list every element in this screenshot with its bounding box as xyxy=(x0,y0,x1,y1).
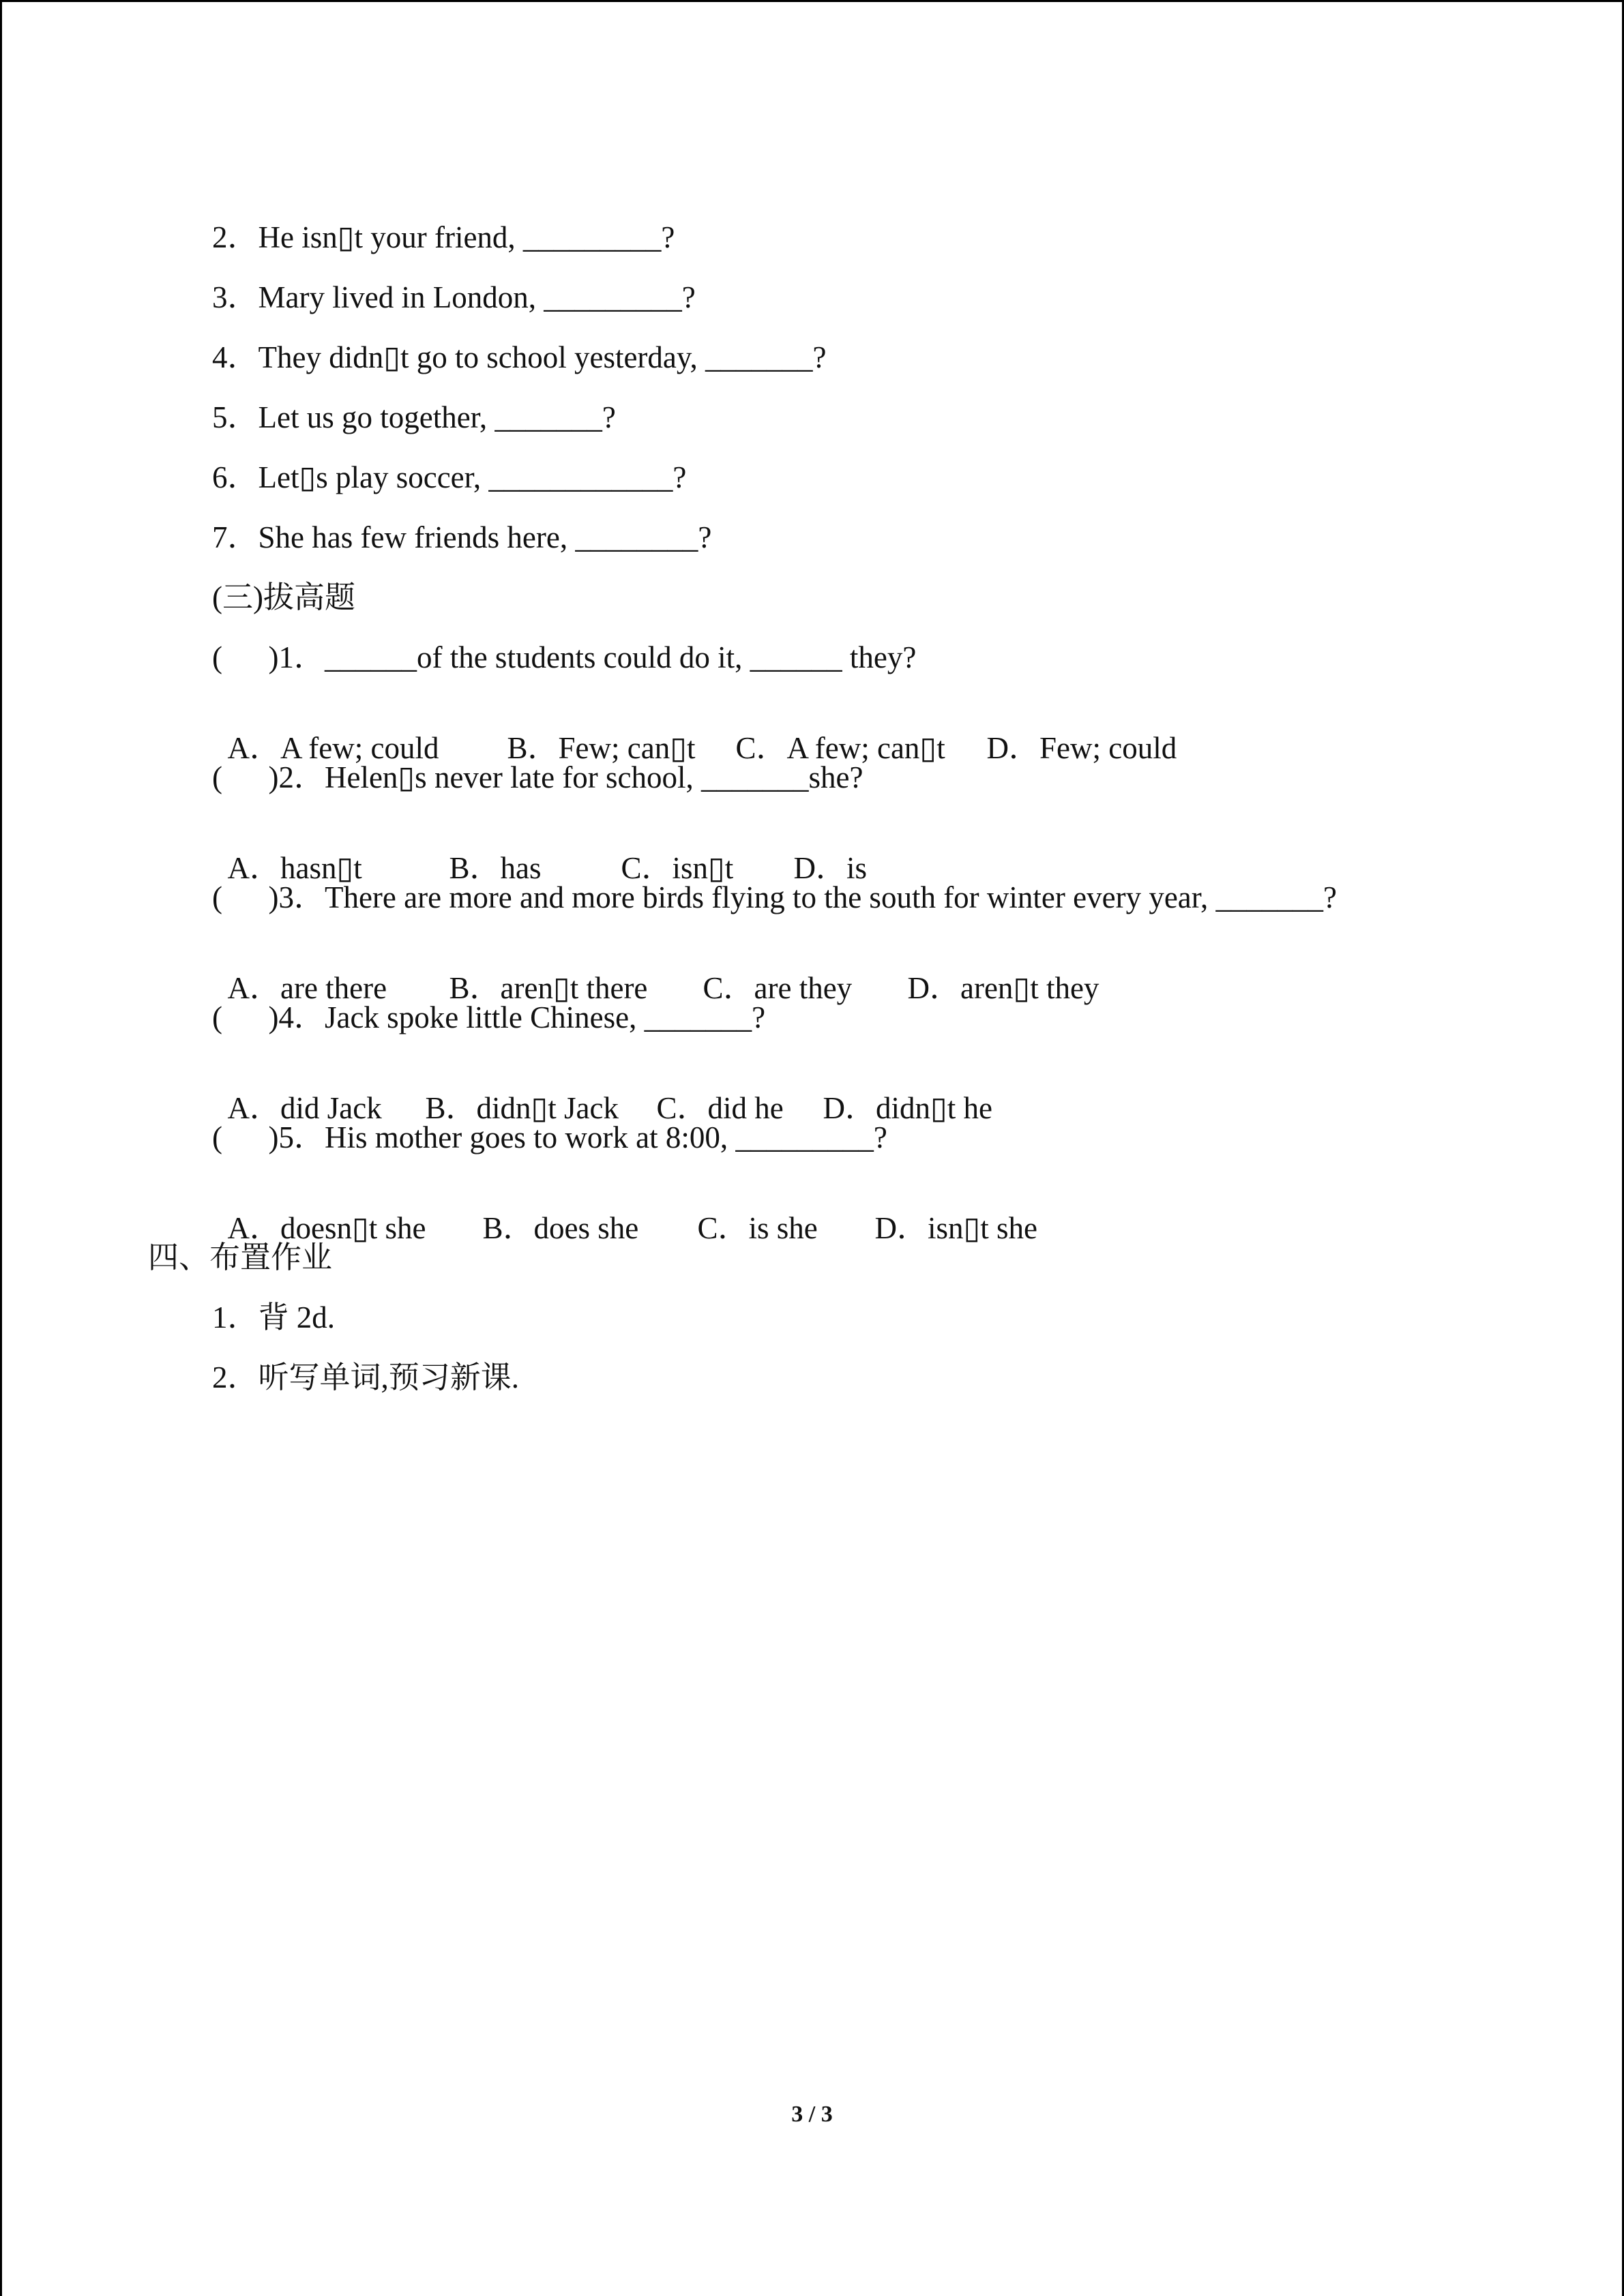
choice-c: C．isn▯t xyxy=(621,851,734,885)
mc-choices xyxy=(212,942,1099,1004)
mc-choices xyxy=(212,1182,1037,1244)
choice-c: C．did he xyxy=(656,1091,784,1125)
choice-a: A．hasn▯t xyxy=(227,851,362,885)
mc-question-stem: ( )5．His mother goes to work at 8:00, _________? xyxy=(212,1120,887,1154)
question-line: 7．She has few friends here, ________? xyxy=(212,520,712,554)
choice-b: B．does she xyxy=(482,1211,639,1245)
mc-choices xyxy=(212,702,1177,764)
section-heading-advanced: (三)拔高题 xyxy=(212,580,355,614)
mc-choices xyxy=(212,822,867,884)
choice-d: D．aren▯t they xyxy=(907,971,1099,1005)
choice-a: A．are there xyxy=(227,971,387,1005)
question-line: 3．Mary lived in London, _________? xyxy=(212,280,696,314)
choice-d: D．isn▯t she xyxy=(874,1211,1038,1245)
question-line: 2．He isn▯t your friend, _________? xyxy=(212,220,675,254)
section-heading-homework: 四、布置作业 xyxy=(148,1240,333,1274)
choice-d: D．didn▯t he xyxy=(823,1091,992,1125)
homework-item: 1．背 2d. xyxy=(212,1300,336,1335)
choice-b: B．didn▯t Jack xyxy=(425,1091,619,1125)
mc-question-stem: ( )4．Jack spoke little Chinese, _______? xyxy=(212,1000,766,1034)
mc-question-stem: ( )3．There are more and more birds flying to the south for winter every year, _______? xyxy=(212,880,1337,914)
choice-d: D．is xyxy=(793,851,868,885)
question-line: 5．Let us go together, _______? xyxy=(212,400,616,434)
choice-c: C．is she xyxy=(697,1211,818,1245)
question-line: 4．They didn▯t go to school yesterday, _______? xyxy=(212,340,827,374)
choice-a: A．A few; could xyxy=(227,731,439,765)
homework-item: 2．听写单词,预习新课. xyxy=(212,1360,520,1395)
page-number: 3 / 3 xyxy=(791,2102,833,2127)
choice-b: B．Few; can▯t xyxy=(507,731,696,765)
choice-b: B．aren▯t there xyxy=(449,971,648,1005)
mc-question-stem: ( )2．Helen▯s never late for school, _______she? xyxy=(212,760,863,794)
mc-question-stem: ( )1．______of the students could do it, ______ they? xyxy=(212,640,917,674)
choice-c: C．are they xyxy=(703,971,853,1005)
mc-choices xyxy=(212,1062,992,1124)
choice-a: A．did Jack xyxy=(227,1091,382,1125)
choice-b: B．has xyxy=(449,851,542,885)
choice-a: A．doesn▯t she xyxy=(227,1211,426,1245)
choice-c: C．A few; can▯t xyxy=(735,731,945,765)
question-line: 6．Let▯s play soccer, ____________? xyxy=(212,460,687,494)
choice-d: D．Few; could xyxy=(986,731,1177,765)
